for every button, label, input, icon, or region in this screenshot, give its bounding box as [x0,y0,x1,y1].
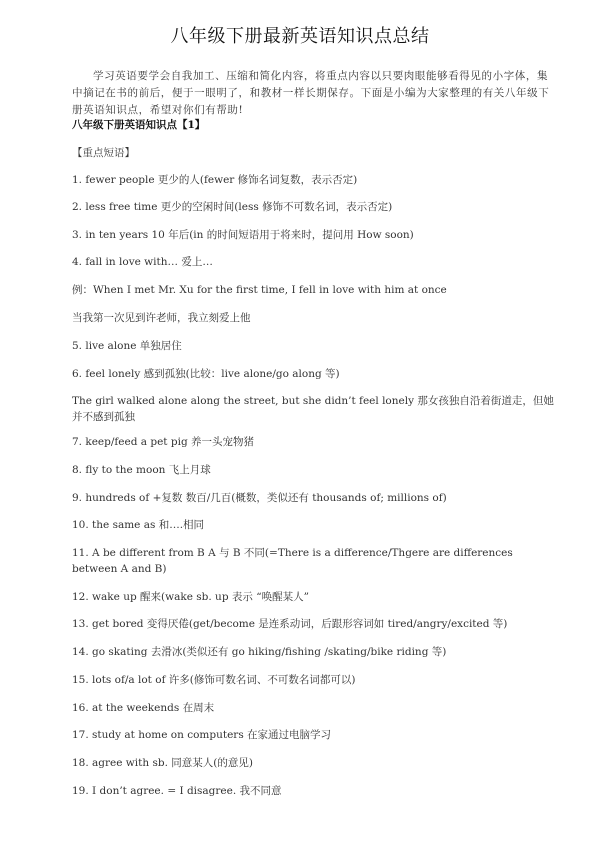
list-item: 18. agree with sb. 同意某人(的意见) [72,757,253,769]
list-item: 17. study at home on computers 在家通过电脑学习 [72,729,332,741]
section-heading: 八年级下册英语知识点【1】 [72,119,206,131]
list-item: 3. in ten years 10 年后(in 的时间短语用于将来时，提问用 How soon) [72,229,414,241]
list-item: 10. the same as 和….相同 [72,519,205,531]
list-item: 13. get bored 变得厌倦(get/become 是连系动词，后跟形容词如 tired/angry/excited 等) [72,618,508,630]
list-item: 16. at the weekends 在周末 [72,702,215,714]
list-item: 8. fly to the moon 飞上月球 [72,464,211,476]
example-translation: 当我第一次见到许老师，我立刻爱上他 [72,312,251,324]
example-line: The girl walked alone along the street, but she didn’t feel lonely 那女孩独自沿着街道走，但她并不感到孤独 [72,395,554,423]
list-item: 1. fewer people 更少的人(fewer 修饰名词复数，表示否定) [72,174,358,186]
subheading: 【重点短语】 [72,147,135,159]
list-item: 12. wake up 醒来(wake sb. up 表示 “唤醒某人” [72,591,309,603]
list-item: 4. fall in love with… 爱上… [72,256,213,268]
page-title: 八年级下册最新英语知识点总结 [170,26,430,47]
list-item: 15. lots of/a lot of 许多(修饰可数名词、不可数名词都可以) [72,674,356,686]
list-item: 5. live alone 单独居住 [72,340,182,352]
list-item: 7. keep/feed a pet pig 养一头宠物猪 [72,436,255,448]
list-item: 2. less free time 更少的空闲时间(less 修饰不可数名词，表示否定) [72,201,393,213]
intro-paragraph: 学习英语要学会自我加工、压缩和简化内容，将重点内容以只要肉眼能够看得见的小字体，集中摘记在书的前后，便于一眼明了，和教材一样长期保存。下面是小编为大家整理的有关八年级下册英语知识点，希望对你们有帮助! [72,70,550,116]
example-line: 例：When I met Mr. Xu for the first time, I fell in love with him at once [72,284,447,296]
list-item: 9. hundreds of +复数 数百/几百(概数，类似还有 thousands of; millions of) [72,492,447,504]
list-item: 14. go skating 去滑冰(类似还有 go hiking/fishing /skating/bike riding 等) [72,646,447,658]
list-item: 11. A be different from B A 与 B 不同(=There is a difference/Thgere are differences between A and B) [72,547,513,575]
list-item: 19. I don’t agree. = I disagree. 我不同意 [72,785,282,797]
list-item: 6. feel lonely 感到孤独(比较：live alone/go along 等) [72,368,340,380]
